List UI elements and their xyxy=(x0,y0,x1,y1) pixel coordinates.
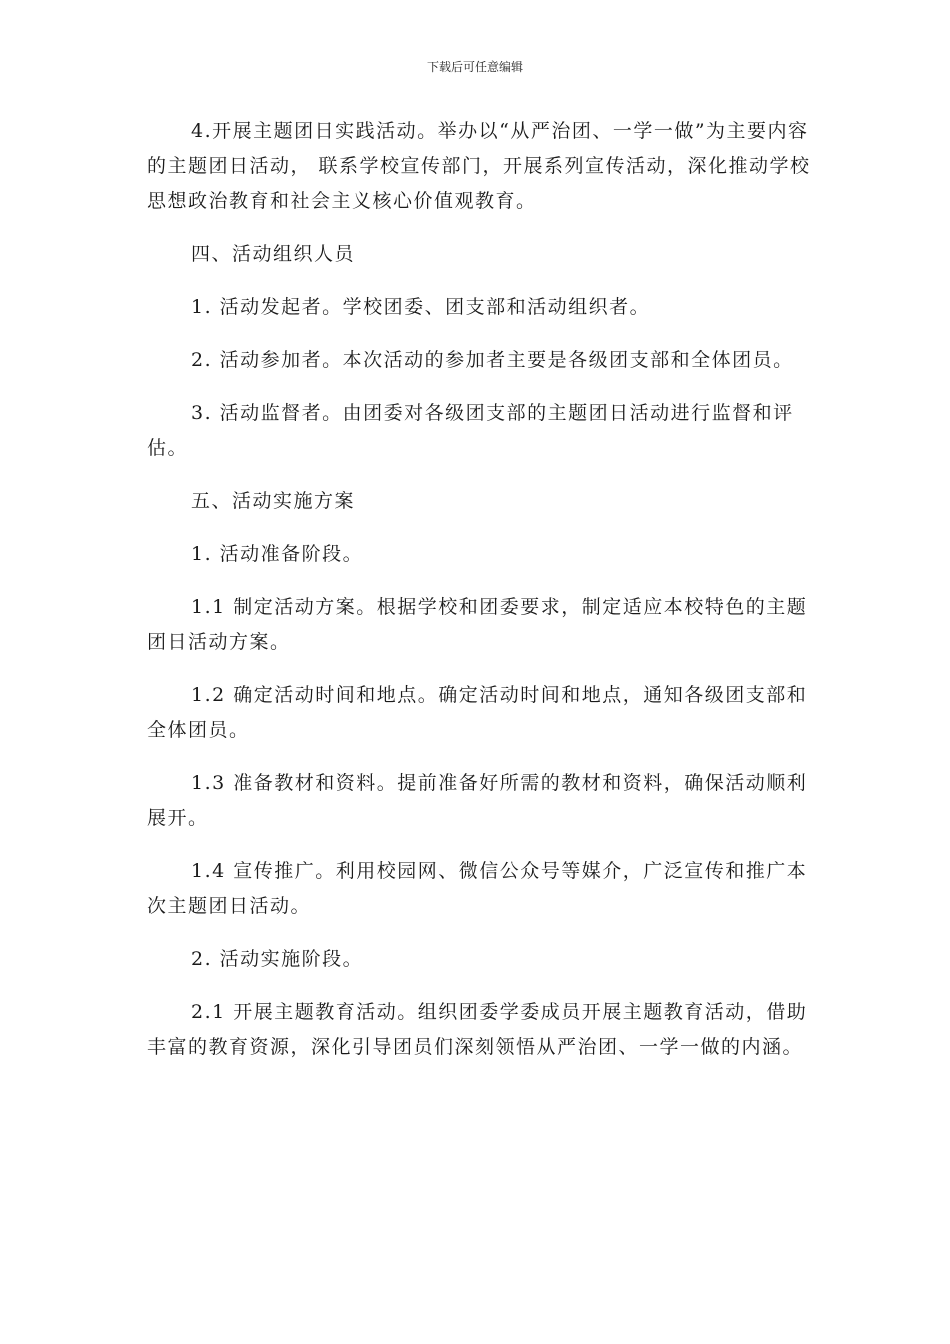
paragraph-preparation-stage: 1. 活动准备阶段。 xyxy=(191,543,364,565)
paragraph-theme-education: 2.1 开展主题教育活动。组织团委学委成员开展主题教育活动，借助丰富的教育资源，深化引导团员们深刻领悟从严治团、一学一做的内涵。 xyxy=(147,1001,808,1058)
paragraph-time-place: 1.2 确定活动时间和地点。确定活动时间和地点，通知各级团支部和全体团员。 xyxy=(147,684,808,741)
section-heading-organizers: 四、活动组织人员 xyxy=(191,243,356,265)
paragraph-participants: 2. 活动参加者。本次活动的参加者主要是各级团支部和全体团员。 xyxy=(191,349,794,371)
paragraph-supervisor: 3. 活动监督者。由团委对各级团支部的主题团日活动进行监督和评估。 xyxy=(147,402,794,459)
paragraph-practice-activity: 4.开展主题团日实践活动。举办以“从严治团、一学一做”为主要内容的主题团日活动， 联系学校宣传部门，开展系列宣传活动，深化推动学校思想政治教育和社会主义核心价值观教育。 xyxy=(147,120,811,212)
section-heading-implementation: 五、活动实施方案 xyxy=(191,490,356,512)
paragraph-plan: 1.1 制定活动方案。根据学校和团委要求，制定适应本校特色的主题团日活动方案。 xyxy=(147,596,808,653)
paragraph-initiator: 1. 活动发起者。学校团委、团支部和活动组织者。 xyxy=(191,296,651,318)
paragraph-materials: 1.3 准备教材和资料。提前准备好所需的教材和资料，确保活动顺利展开。 xyxy=(147,772,808,829)
page-header: 下载后可任意编辑 xyxy=(426,60,523,74)
paragraph-implementation-stage: 2. 活动实施阶段。 xyxy=(191,948,364,970)
paragraph-promotion: 1.4 宣传推广。利用校园网、微信公众号等媒介，广泛宣传和推广本次主题团日活动。 xyxy=(147,860,808,917)
document-body xyxy=(147,114,815,1083)
